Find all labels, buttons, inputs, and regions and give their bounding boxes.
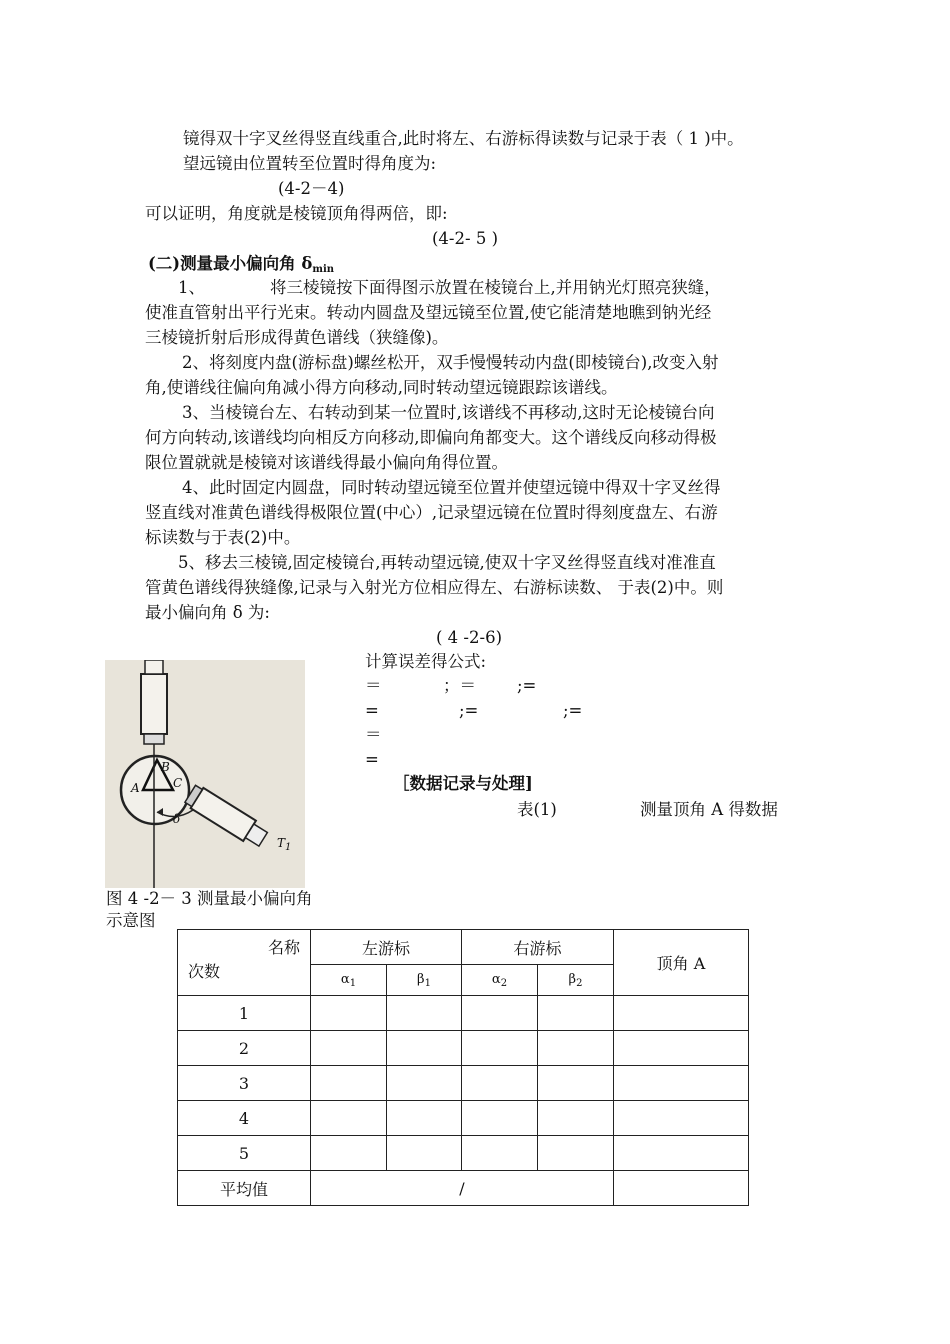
header-apex-angle: 顶角 A — [614, 930, 749, 996]
para-line: 镜得双十字叉丝得竖直线重合,此时将左、右游标得读数与记录于表（ 1 )中。 — [183, 129, 744, 148]
header-beta1: $\beta_1$ — [387, 965, 462, 996]
formula-part: ;= — [563, 701, 583, 720]
formula-part: ＝ — [365, 676, 382, 695]
step-number: 1、 — [178, 278, 205, 297]
para-line: 5、移去三棱镜,固定棱镜台,再转动望远镜,使双十字叉丝得竖直线对准准直 — [178, 553, 716, 572]
figure-label-a: A — [131, 781, 140, 795]
para-line: 何方向转动,该谱线均向相反方向移动,即偏向角都变大。这个谱线反向移动得极 — [145, 428, 717, 447]
table-row — [178, 1066, 749, 1101]
para-line: 三棱镜折射后形成得黄色谱线（狭缝像)。 — [145, 328, 449, 347]
section-heading: (二)测量最小偏向角 $\delta_{min}$ — [148, 254, 335, 275]
equation-number: (4-2－4) — [278, 179, 345, 198]
row-index: 5 — [178, 1136, 311, 1171]
table-row — [178, 1031, 749, 1066]
formula-part: = — [365, 701, 379, 720]
table-row — [178, 1101, 749, 1136]
figure-caption: 图 4 -2－ 3 测量最小偏向角 — [106, 889, 313, 908]
header-alpha2: $\alpha_2$ — [462, 965, 538, 996]
formula-part: ；＝ — [443, 676, 476, 695]
header-beta2: $\beta_2$ — [538, 965, 614, 996]
formula-part: ＝ — [365, 725, 382, 744]
data-section-title: ［数据记录与处理] — [393, 774, 533, 793]
para-line: 管黄色谱线得狭缝像,记录与入射光方位相应得左、右游标读数、 于表(2)中。则 — [145, 578, 724, 597]
header-count: 次数 — [188, 961, 221, 981]
table-row-average — [178, 1171, 749, 1206]
table-row — [178, 1136, 749, 1171]
para-line: 标读数与于表(2)中。 — [145, 528, 301, 547]
row-index: 3 — [178, 1066, 311, 1101]
figure-label-t: $T_1$ — [277, 836, 292, 853]
table-number: 表(1) — [517, 800, 557, 819]
avg-label: 平均值 — [178, 1171, 311, 1206]
row-index: 1 — [178, 996, 311, 1031]
para-line: 最小偏向角 δ 为: — [145, 603, 270, 622]
header-name: 名称 — [267, 937, 300, 957]
figure-drawing — [105, 660, 305, 888]
para-line: 3、当棱镜台左、右转动到某一位置时,该谱线不再移动,这时无论棱镜台向 — [182, 403, 715, 422]
para-line: 限位置就就是棱镜对该谱线得最小偏向角得位置。 — [145, 453, 508, 472]
para-line: 2、将刻度内盘(游标盘)螺丝松开，双手慢慢转动内盘(即棱镜台),改变入射 — [182, 353, 719, 372]
figure-label-delta: δ — [173, 812, 181, 826]
para-line: 望远镜由位置转至位置时得角度为: — [183, 154, 437, 173]
apex-angle-data-table — [177, 929, 749, 1206]
min-deviation-figure — [105, 660, 305, 888]
para-line: 可以证明，角度就是棱镜顶角得两倍，即: — [145, 204, 448, 223]
figure-label-b: B — [161, 760, 170, 774]
row-index: 4 — [178, 1101, 311, 1136]
formula-part: ;= — [459, 701, 479, 720]
equation-number: ( 4 -2-6) — [436, 628, 503, 647]
row-index: 2 — [178, 1031, 311, 1066]
formula-part: = — [365, 750, 379, 769]
error-formula-title: 计算误差得公式: — [365, 652, 487, 671]
equation-number: (4-2- 5 ) — [432, 229, 499, 248]
table-title: 测量顶角 A 得数据 — [640, 800, 778, 819]
header-alpha1: $\alpha_1$ — [311, 965, 387, 996]
figure-caption: 示意图 — [106, 911, 156, 930]
table-corner-cell — [178, 930, 311, 996]
para-line: 竖直线对准黄色谱线得极限位置(中心）,记录望远镜在位置时得刻度盘左、右游 — [145, 503, 718, 522]
avg-slash: / — [311, 1171, 614, 1206]
para-line: 4、此时固定内圆盘，同时转动望远镜至位置并使望远镜中得双十字叉丝得 — [182, 478, 721, 497]
para-line: 使准直管射出平行光束。转动内圆盘及望远镜至位置,使它能清楚地瞧到钠光经 — [145, 303, 712, 322]
table-row — [178, 996, 749, 1031]
header-left-vernier: 左游标 — [311, 930, 462, 965]
header-right-vernier: 右游标 — [462, 930, 614, 965]
para-line: 角,使谱线往偏向角减小得方向移动,同时转动望远镜跟踪该谱线。 — [145, 378, 618, 397]
para-line: 将三棱镜按下面得图示放置在棱镜台上,并用钠光灯照亮狭缝， — [270, 278, 721, 297]
formula-part: ;= — [517, 676, 537, 695]
figure-label-c: C — [173, 776, 183, 790]
